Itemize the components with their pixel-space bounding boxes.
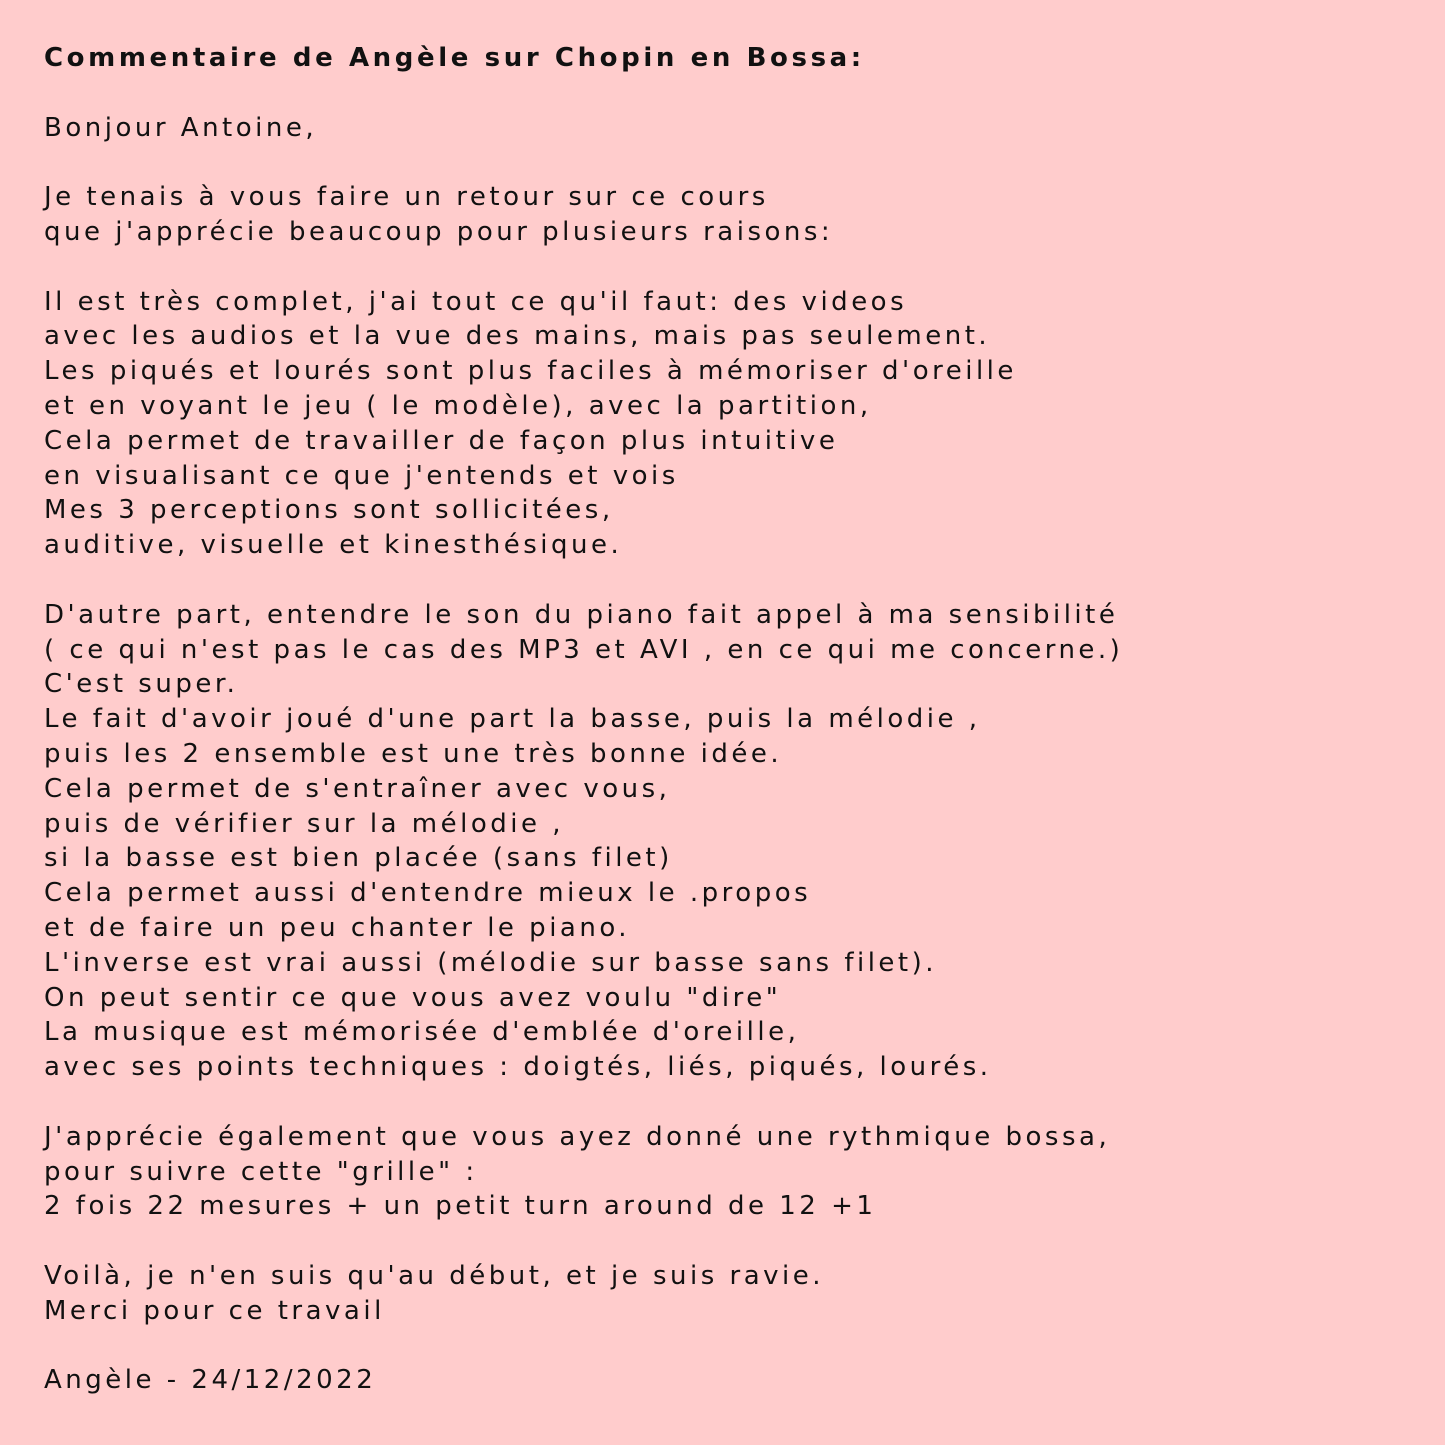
text-line: Voilà, je n'en suis qu'au début, et je suis ravie. (44, 1260, 824, 1291)
text-line: D'autre part, entendre le son du piano fait appel à ma sensibilité (44, 599, 1119, 630)
paragraph-rhythm (44, 1120, 1445, 1224)
page-title: Commentaire de Angèle sur Chopin en Bossa: (44, 43, 865, 73)
text-line: avec ses points techniques : doigtés, liés, piqués, lourés. (44, 1052, 992, 1083)
text-line: Cela permet aussi d'entendre mieux le .propos (44, 878, 812, 909)
text-line: Les piqués et lourés sont plus faciles à mémoriser d'oreille (44, 356, 1017, 387)
spacer (44, 563, 1445, 598)
text-line: si la basse est bien placée (sans filet) (44, 843, 673, 874)
text-line: La musique est mémorisée d'emblée d'oreille, (44, 1017, 800, 1048)
text-line: C'est super. (44, 669, 239, 700)
paragraph-completeness (44, 285, 1445, 563)
spacer (44, 250, 1445, 285)
text-line: J'apprécie également que vous ayez donné une rythmique bossa, (44, 1121, 1111, 1152)
text-line: Cela permet de travailler de façon plus intuitive (44, 425, 839, 456)
text-line: Mes 3 perceptions sont sollicitées, (44, 495, 614, 526)
signature: Angèle - 24/12/2022 (44, 1365, 377, 1396)
text-line: Cela permet de s'entraîner avec vous, (44, 773, 671, 804)
spacer (44, 145, 1445, 180)
spacer (44, 1328, 1445, 1363)
spacer (44, 1224, 1445, 1259)
text-line: Il est très complet, j'ai tout ce qu'il faut: des videos (44, 286, 908, 317)
paragraph-closing (44, 1259, 1445, 1329)
greeting: Bonjour Antoine, (44, 112, 318, 143)
text-line: et en voyant le jeu ( le modèle), avec la partition, (44, 390, 872, 421)
text-line: en visualisant ce que j'entends et vois (44, 460, 679, 491)
text-line: puis de vérifier sur la mélodie , (44, 808, 565, 839)
text-line: 2 fois 22 mesures + un petit turn around de 12 +1 (44, 1191, 877, 1222)
text-line: L'inverse est vrai aussi (mélodie sur basse sans filet). (44, 947, 938, 978)
text-line: avec les audios et la vue des mains, mais pas seulement. (44, 321, 991, 352)
spacer (44, 76, 1445, 111)
text-line: ( ce qui n'est pas le cas des MP3 et AVI , en ce qui me concerne.) (44, 634, 1124, 665)
text-line: Je tenais à vous faire un retour sur ce cours (44, 182, 769, 213)
text-line: pour suivre cette "grille" : (44, 1156, 478, 1187)
text-line: Merci pour ce travail (44, 1295, 385, 1326)
spacer (44, 1085, 1445, 1120)
text-line: auditive, visuelle et kinesthésique. (44, 530, 623, 561)
paragraph-sound (44, 598, 1445, 1085)
text-line: puis les 2 ensemble est une très bonne idée. (44, 738, 783, 769)
text-line: que j'apprécie beaucoup pour plusieurs raisons: (44, 216, 834, 247)
text-line: On peut sentir ce que vous avez voulu "dire" (44, 982, 782, 1013)
paragraph-intro (44, 180, 1445, 250)
text-line: Le fait d'avoir joué d'une part la basse, puis la mélodie , (44, 704, 981, 735)
text-line: et de faire un peu chanter le piano. (44, 912, 631, 943)
